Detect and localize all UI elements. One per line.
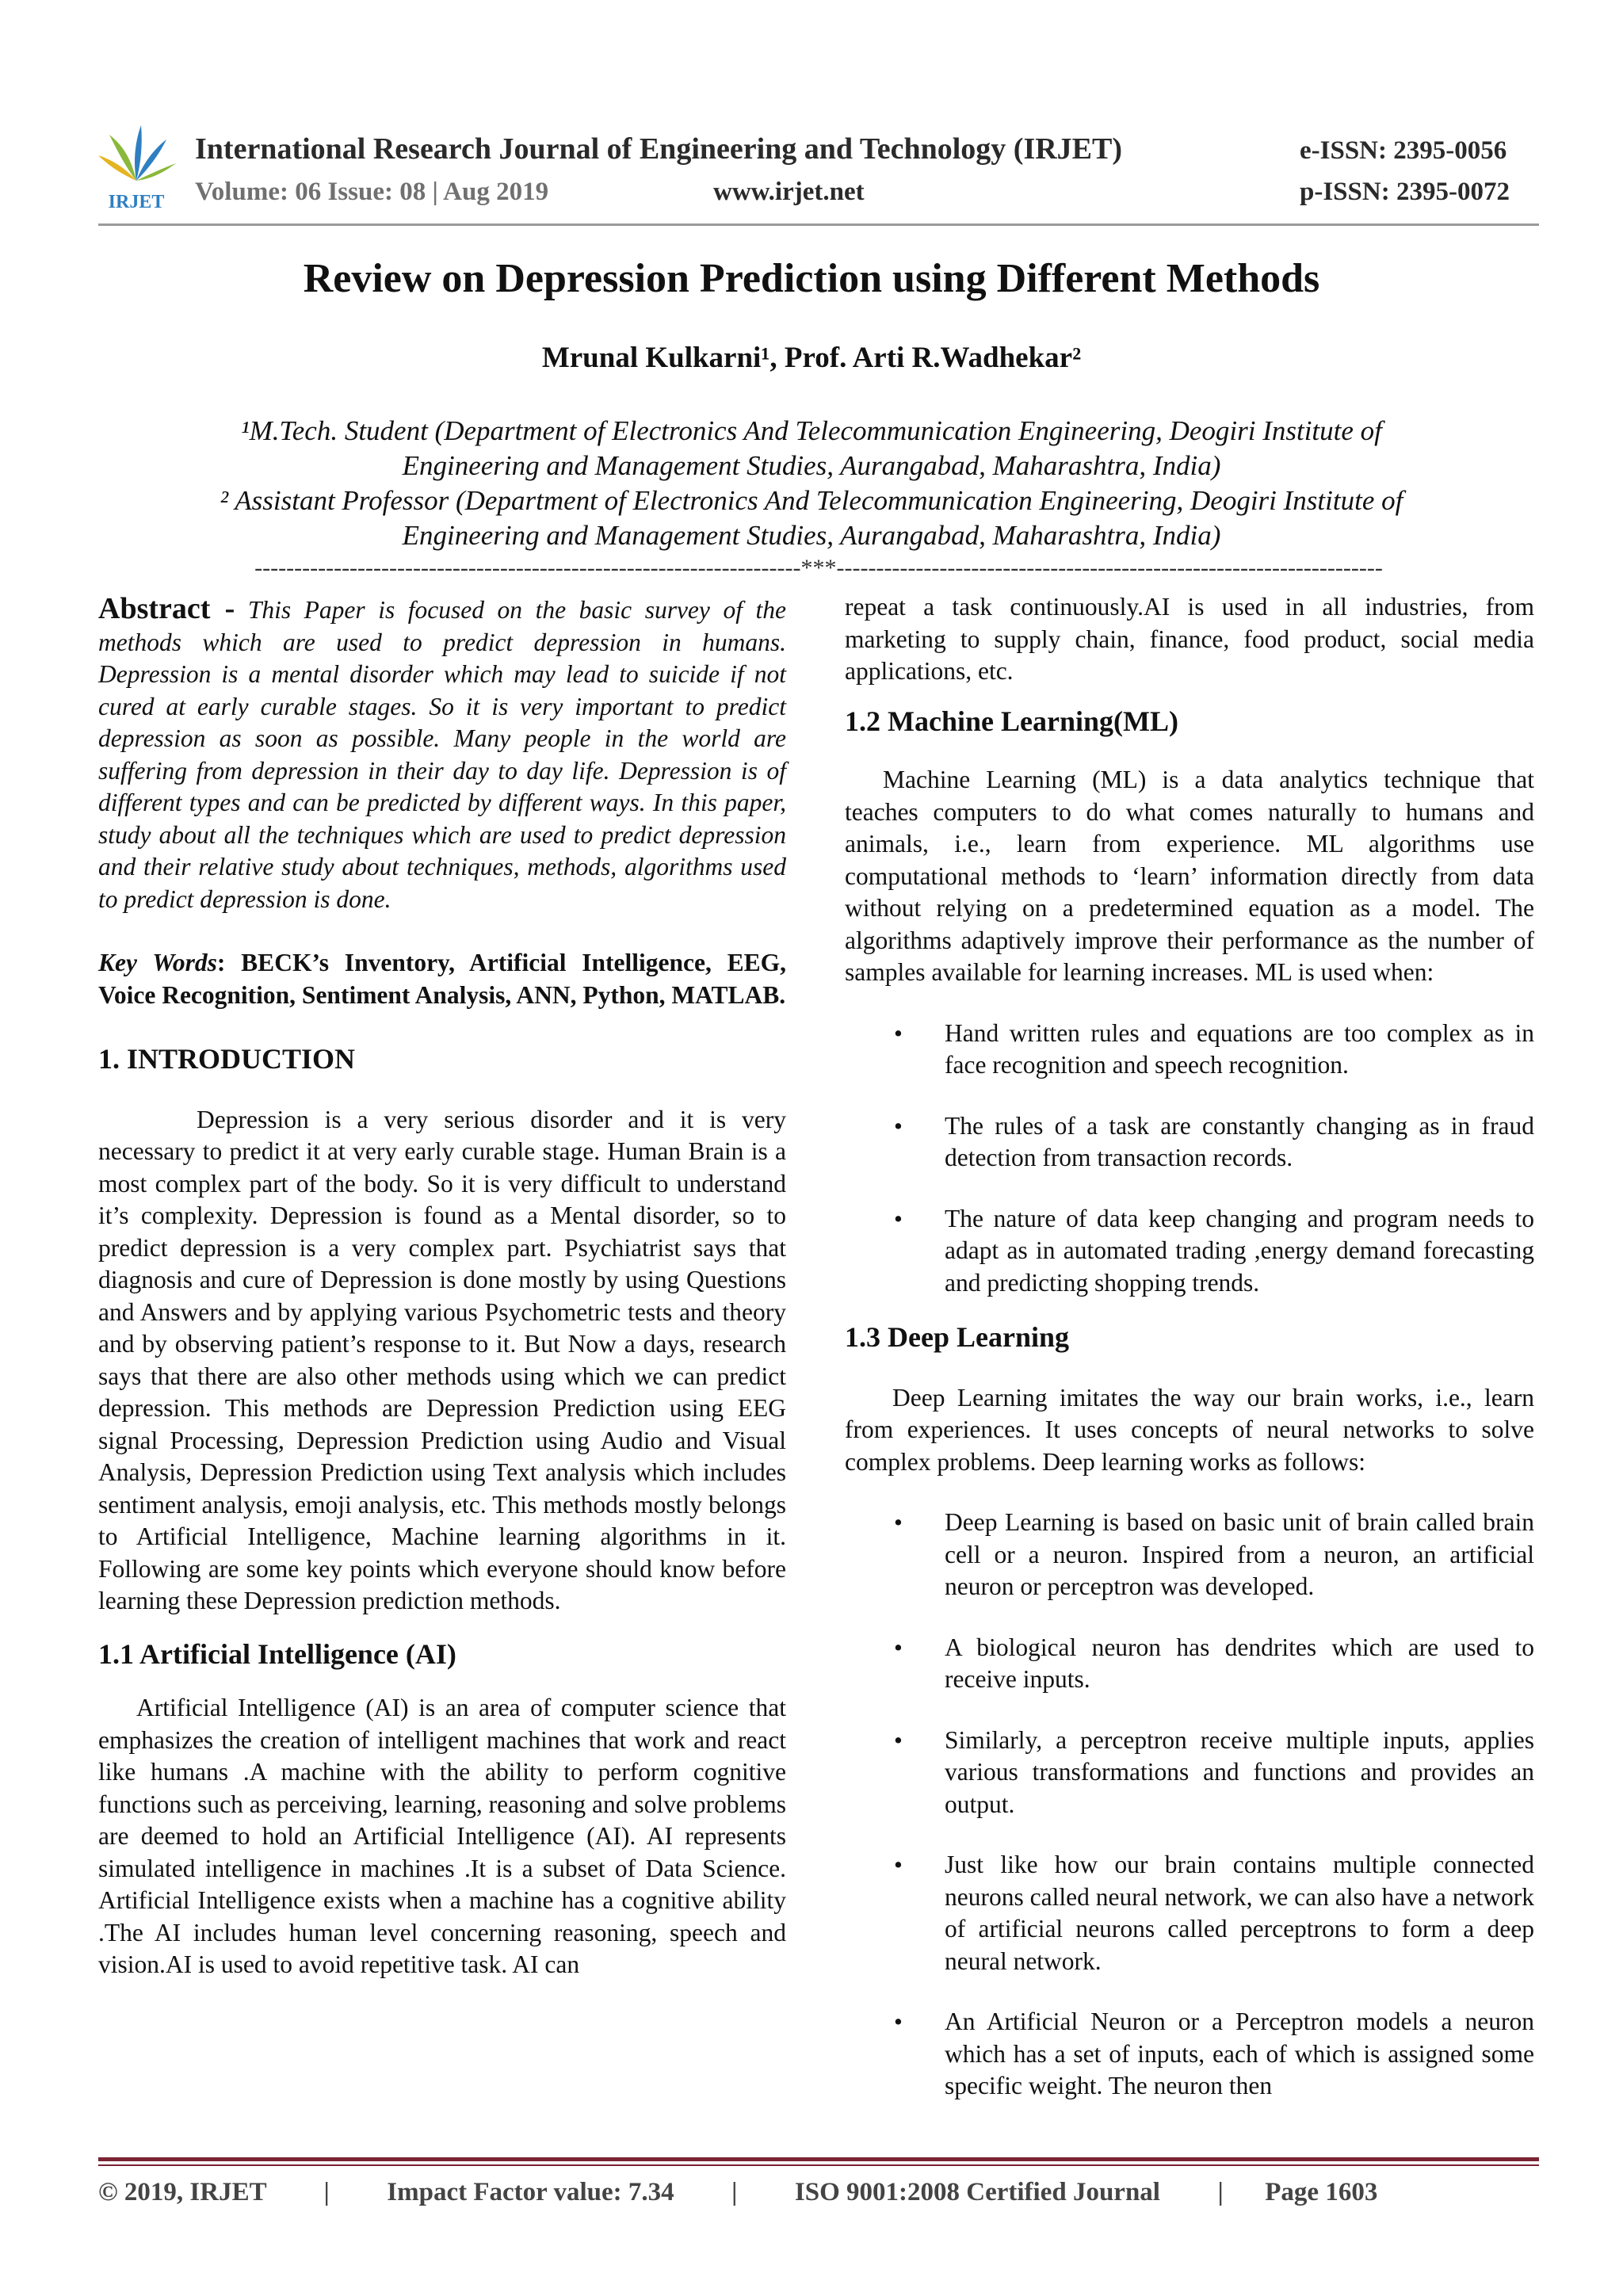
list-item: • The nature of data keep changing and program needs to adapt as in automated trading ,energy demand forecasting and predicting shopping trends. — [894, 1204, 1534, 1297]
journal-title: International Research Journal of Engineering and Technology (IRJET) — [195, 132, 1123, 166]
bullet-icon: • — [894, 2008, 903, 2035]
e-issn: e-ISSN: 2395-0056 — [1300, 136, 1507, 165]
footer-impact-factor: Impact Factor value: 7.34 — [387, 2178, 674, 2206]
journal-website[interactable]: www.irjet.net — [713, 178, 865, 206]
footer-separator: | — [1217, 2178, 1224, 2206]
bullet-icon: • — [894, 1725, 903, 1754]
header-rule — [98, 223, 1539, 226]
list-item: • A biological neuron has dendrites which are used to receive inputs. — [894, 1633, 1534, 1693]
affiliation-line-4: Engineering and Management Studies, Aurangabad, Maharashtra, India) — [402, 520, 1221, 551]
affiliation-line-2: Engineering and Management Studies, Aurangabad, Maharashtra, India) — [402, 450, 1221, 481]
footer-copyright: © 2019, IRJET — [98, 2178, 267, 2206]
ai-heading: 1.1 Artificial Intelligence (AI) — [98, 1637, 456, 1670]
left-column — [98, 593, 786, 1981]
footer-rule — [98, 2157, 1539, 2161]
keywords-text: : BECK’s Inventory, Artificial Intelligence, EEG, Voice Recognition, Sentiment Analysis, ANN, Python, MATLAB. — [98, 949, 787, 1009]
list-item: • The rules of a task are constantly changing as in fraud detection from transaction records. — [894, 1111, 1534, 1171]
abstract-label: Abstract - — [98, 592, 235, 625]
ml-text: Machine Learning (ML) is a data analytics technique that teaches computers to do what comes naturally to humans and animals, i.e., learn from experience. ML algorithms use computational methods to ‘learn’ information directly from data without relying on a predetermined equation as a model. The algorithms adaptively improve their performance as the number of samples available for learning increases. ML is used when: — [845, 766, 1534, 986]
logo-text: IRJET — [108, 192, 165, 212]
keywords-label: Key Words — [98, 949, 217, 976]
abstract-text: This Paper is focused on the basic survey of the methods which are used to predict depression in humans. Depression is a mental disorder which may lead to suicide if not cured at early curable stages. So it is very important to predict depression as soon as possible. Many people in the world are suffering from depression in their day to day life. Depression is of different types and can be predicted by different ways. In this paper, study about all the techniques which are used to predict depression and their relative study about techniques, methods, algorithms used to predict depression is done. — [98, 596, 786, 913]
section-divider: ---------------------------------------------------------------------***--------------------------------------------------------------------- — [254, 555, 1383, 581]
footer — [98, 2178, 1377, 2207]
volume-issue: Volume: 06 Issue: 08 | Aug 2019 — [195, 178, 549, 206]
bullet-icon: • — [894, 1851, 903, 1878]
right-column — [845, 591, 1534, 2103]
abstract — [98, 593, 786, 915]
authors: Mrunal Kulkarni¹, Prof. Arti R.Wadhekar² — [541, 342, 1082, 374]
ai-text-continued: repeat a task continuously.AI is used in all industries, from marketing to supply chain, finance, food product, social media applications, etc. — [845, 593, 1534, 685]
introduction-heading: 1. INTRODUCTION — [98, 1043, 356, 1075]
list-item: • Just like how our brain contains multiple connected neurons called neural network, we can also have a network of artificial neurons called perceptrons to form a deep neural network. — [894, 1851, 1534, 1975]
bullet-icon: • — [894, 1508, 903, 1536]
list-item: • Hand written rules and equations are too complex as in face recognition and speech recognition. — [894, 1018, 1534, 1079]
introduction-text: Depression is a very serious disorder and it is very necessary to predict it at very early curable stage. Human Brain is a most complex part of the body. So it is very difficult to understand it’s complexity. Depression is found as a Mental disorder, so to predict depression is a very complex part. Psychiatrist says that diagnosis and cure of Depression is done mostly by using Questions and Answers and by applying various Psychometric tests and theory and by observing patient’s response to it. But Now a days, research says that there are also other methods using which we can predict depression. This methods are Depression Prediction using EEG signal Processing, Depression Prediction using Audio and Visual Analysis, Depression Prediction using Text analysis which includes sentiment analysis, emoji analysis, etc. This methods mostly belongs to Artificial Intelligence, Machine learning algorithms in it. Following are some key points which everyone should know before learning these Depression prediction methods. — [98, 1105, 786, 1614]
footer-rule-thin — [98, 2164, 1539, 2166]
list-item: • An Artificial Neuron or a Perceptron models a neuron which has a set of inputs, each of which is assigned some specific weight. The neuron then — [894, 2008, 1534, 2099]
logo-leaves-icon — [98, 125, 176, 181]
footer-iso: ISO 9001:2008 Certified Journal — [794, 2178, 1160, 2206]
bullet-icon: • — [894, 1204, 903, 1232]
ml-bullet-list — [845, 1018, 1534, 1300]
irjet-logo — [94, 119, 179, 214]
list-item: • Deep Learning is based on basic unit of brain called brain cell or a neuron. Inspired from a neuron, an artificial neuron or perceptron was developed. — [894, 1508, 1534, 1600]
affiliation-line-1: ¹M.Tech. Student (Department of Electronics And Telecommunication Engineering, Deogiri Institute of — [241, 415, 1382, 446]
list-item: • Similarly, a perceptron receive multiple inputs, applies various transformations and functions and provides an output. — [894, 1725, 1534, 1818]
ml-heading: 1.2 Machine Learning(ML) — [845, 705, 1178, 737]
bullet-icon: • — [894, 1111, 903, 1140]
bullet-icon: • — [894, 1018, 903, 1047]
p-issn: p-ISSN: 2395-0072 — [1300, 178, 1510, 206]
bullet-icon: • — [894, 1633, 903, 1661]
affiliation-line-3: ² Assistant Professor (Department of Electronics And Telecommunication Engineering, Deogiri Institute of — [220, 485, 1403, 516]
footer-separator: | — [731, 2178, 738, 2206]
footer-separator: | — [323, 2178, 330, 2206]
ai-text: Artificial Intelligence (AI) is an area of computer science that emphasizes the creation of intelligent machines that work and react like humans .A machine with the ability to perform cognitive functions such as perceiving, learning, reasoning and solve problems are deemed to hold an Artificial Intelligence (AI). AI represents simulated intelligence in machines .It is a subset of Data Science. Artificial Intelligence exists when a machine has a cognitive ability .The AI includes human level concerning reasoning, speech and vision.AI is used to avoid repetitive task. AI can — [98, 1694, 786, 1978]
footer-page-number: Page 1603 — [1265, 2178, 1378, 2206]
dl-text: Deep Learning imitates the way our brain works, i.e., learn from experiences. It uses concepts of neural networks to solve complex problems. Deep learning works as follows: — [845, 1383, 1534, 1476]
dl-bullet-list — [845, 1507, 1534, 2103]
paper-title: Review on Depression Prediction using Different Methods — [303, 256, 1320, 301]
dl-heading: 1.3 Deep Learning — [845, 1321, 1069, 1353]
keywords — [98, 947, 786, 1011]
